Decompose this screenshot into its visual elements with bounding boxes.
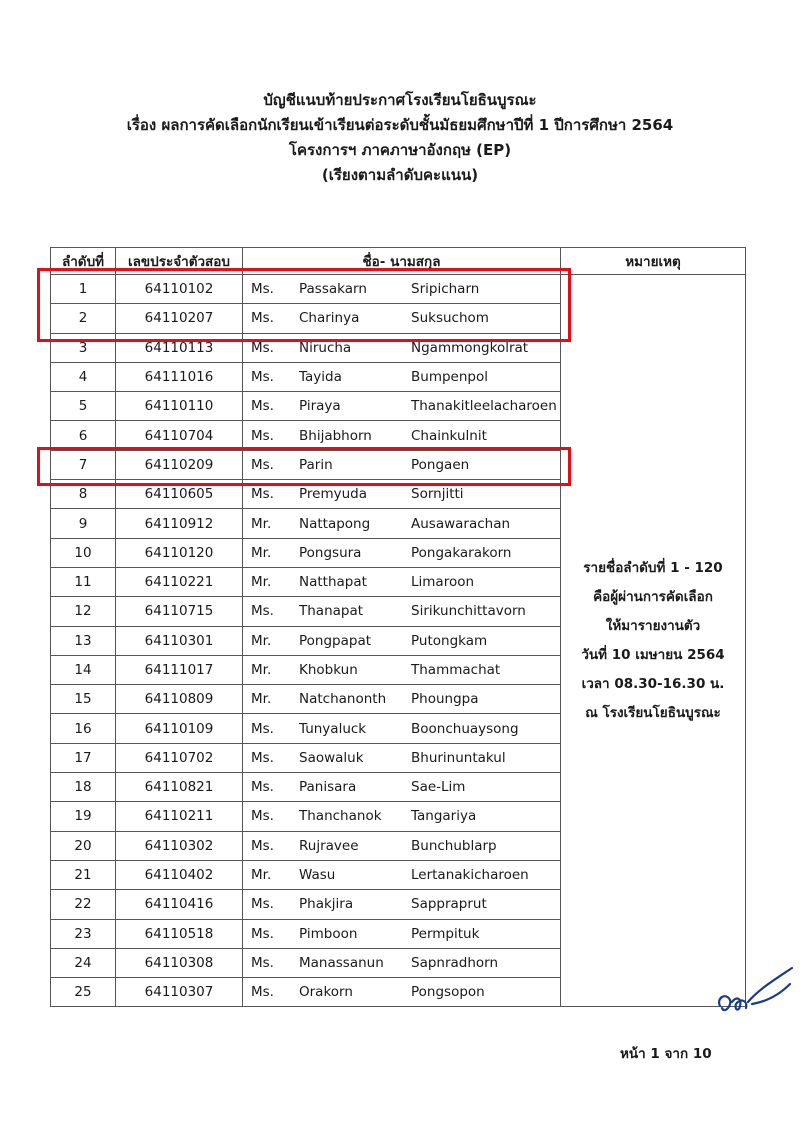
- name-title: Mr.: [251, 867, 272, 884]
- first-name: Tunyaluck: [299, 720, 367, 737]
- order-cell: 20: [51, 831, 116, 860]
- name-title: Mr.: [251, 574, 272, 591]
- name-title: Mr.: [251, 632, 272, 649]
- last-name: Bhurinuntakul: [411, 749, 506, 766]
- name-title: Ms.: [251, 427, 274, 444]
- name-cell: [243, 626, 561, 655]
- first-name: Phakjira: [299, 896, 354, 913]
- exam-id-cell: 64110912: [116, 509, 243, 538]
- name-title: Ms.: [251, 720, 274, 737]
- order-cell: 10: [51, 538, 116, 567]
- document-header: [0, 88, 800, 188]
- remark-line: รายชื่อลำดับที่ 1 - 120: [583, 559, 723, 576]
- remark-line: ณ โรงเรียนโยธินบูรณะ: [585, 704, 721, 721]
- name-title: Ms.: [251, 925, 274, 942]
- remark-line: เวลา 08.30-16.30 น.: [581, 675, 725, 692]
- page-number: หน้า 1 จาก 10: [620, 1046, 712, 1062]
- name-title: Ms.: [251, 486, 274, 503]
- name-title: Ms.: [251, 369, 274, 386]
- first-name: Natthapat: [299, 574, 367, 591]
- last-name: Lertanakicharoen: [411, 867, 529, 884]
- first-name: Pongpapat: [299, 632, 372, 649]
- last-name: Thanakitleelacharoen: [411, 398, 557, 415]
- order-cell: 7: [51, 450, 116, 479]
- first-name: Bhijabhorn: [299, 427, 372, 444]
- exam-id-cell: 64110704: [116, 421, 243, 450]
- name-cell: [243, 831, 561, 860]
- first-name: Tayida: [299, 369, 342, 386]
- header-line-4: (เรียงตามลำดับคะแนน): [321, 166, 479, 184]
- exam-id-cell: 64110209: [116, 450, 243, 479]
- exam-id-cell: 64110102: [116, 275, 243, 304]
- last-name: Putongkam: [411, 632, 488, 649]
- order-cell: 14: [51, 655, 116, 684]
- name-cell: [243, 948, 561, 977]
- last-name: Ngammongkolrat: [411, 339, 529, 356]
- order-cell: 19: [51, 802, 116, 831]
- order-cell: 16: [51, 714, 116, 743]
- name-cell: [243, 802, 561, 831]
- last-name: Sae-Lim: [411, 779, 466, 796]
- exam-id-cell: 64110120: [116, 538, 243, 567]
- order-cell: 11: [51, 567, 116, 596]
- exam-id-cell: 64110715: [116, 597, 243, 626]
- name-title: Ms.: [251, 456, 274, 473]
- last-name: Sirikunchittavorn: [411, 603, 526, 620]
- order-cell: 22: [51, 890, 116, 919]
- order-cell: 23: [51, 919, 116, 948]
- order-cell: 2: [51, 304, 116, 333]
- header-line-2: เรื่อง ผลการคัดเลือกนักเรียนเข้าเรียนต่อระดับชั้นมัธยมศึกษาปีที่ 1 ปีการศึกษา 2564: [126, 116, 674, 134]
- exam-id-cell: 64111017: [116, 655, 243, 684]
- order-cell: 4: [51, 362, 116, 391]
- name-title: Ms.: [251, 749, 274, 766]
- name-title: Ms.: [251, 954, 274, 971]
- first-name: Khobkun: [299, 662, 358, 678]
- name-cell: [243, 743, 561, 772]
- results-table: [50, 247, 746, 1007]
- last-name: Pongaen: [411, 456, 470, 473]
- last-name: Ausawarachan: [411, 515, 511, 532]
- name-cell: [243, 714, 561, 743]
- order-cell: 17: [51, 743, 116, 772]
- last-name: Phoungpa: [411, 691, 479, 708]
- last-name: Tangariya: [411, 808, 477, 825]
- last-name: Sripicharn: [411, 281, 480, 298]
- name-cell: [243, 597, 561, 626]
- exam-id-cell: 64110109: [116, 714, 243, 743]
- remark-line: ให้มารายงานตัว: [605, 617, 701, 634]
- header-line-3: โครงการฯ ภาคภาษาอังกฤษ (EP): [288, 141, 512, 159]
- exam-id-cell: 64110211: [116, 802, 243, 831]
- exam-id-cell: 64110221: [116, 567, 243, 596]
- order-cell: 8: [51, 480, 116, 509]
- name-title: Mr.: [251, 515, 272, 532]
- last-name: Suksuchom: [411, 310, 489, 327]
- exam-id-cell: 64111016: [116, 362, 243, 391]
- first-name: Orakorn: [299, 984, 353, 1001]
- last-name: Sapnradhorn: [411, 954, 499, 971]
- last-name: Permpituk: [411, 925, 480, 942]
- last-name: Thammachat: [411, 662, 501, 678]
- remark-text: [561, 554, 745, 728]
- name-title: Ms.: [251, 779, 274, 796]
- last-name: Sornjitti: [411, 486, 464, 503]
- highlight-box-rows-1-2: [37, 268, 571, 342]
- order-cell: 18: [51, 773, 116, 802]
- first-name: Manassanun: [299, 954, 384, 971]
- highlight-box-row-7: [37, 447, 571, 486]
- last-name: Limaroon: [411, 574, 475, 591]
- order-cell: 5: [51, 392, 116, 421]
- order-cell: 12: [51, 597, 116, 626]
- last-name: Pongakarakorn: [411, 544, 512, 561]
- header-line-1: บัญชีแนบท้ายประกาศโรงเรียนโยธินบูรณะ: [263, 91, 537, 109]
- name-title: Mr.: [251, 544, 272, 561]
- first-name: Natchanonth: [299, 691, 387, 708]
- exam-id-cell: 64110402: [116, 860, 243, 889]
- first-name: Passakarn: [299, 281, 367, 298]
- order-cell: 25: [51, 978, 116, 1007]
- order-cell: 1: [51, 275, 116, 304]
- first-name: Pimboon: [299, 925, 358, 942]
- last-name: Bumpenpol: [411, 369, 488, 386]
- exam-id-cell: 64110110: [116, 392, 243, 421]
- col-header-name: ชื่อ- นามสกุล: [243, 248, 561, 275]
- name-title: Ms.: [251, 603, 274, 620]
- name-cell: [243, 538, 561, 567]
- table-body: [51, 275, 746, 1007]
- order-cell: 24: [51, 948, 116, 977]
- name-title: Mr.: [251, 691, 272, 708]
- first-name: Nirucha: [299, 339, 352, 356]
- remark-line: คือผู้ผ่านการคัดเลือก: [593, 588, 713, 605]
- first-name: Thanchanok: [299, 808, 382, 825]
- exam-id-cell: 64110416: [116, 890, 243, 919]
- first-name: Thanapat: [299, 603, 364, 620]
- col-header-order: ลำดับที่: [51, 248, 116, 275]
- name-cell: [243, 685, 561, 714]
- first-name: Premyuda: [299, 486, 368, 503]
- col-header-exam-id: เลขประจำตัวสอบ: [116, 248, 243, 275]
- last-name: Bunchublarp: [411, 837, 497, 854]
- exam-id-cell: 64110702: [116, 743, 243, 772]
- name-cell: [243, 392, 561, 421]
- first-name: Parin: [299, 456, 333, 473]
- exam-id-cell: 64110113: [116, 333, 243, 362]
- name-cell: [243, 655, 561, 684]
- name-cell: [243, 919, 561, 948]
- name-title: Ms.: [251, 808, 274, 825]
- signature: [712, 962, 796, 1028]
- order-cell: 13: [51, 626, 116, 655]
- name-title: Ms.: [251, 896, 274, 913]
- remark-cell: [561, 275, 746, 1007]
- name-title: Ms.: [251, 310, 274, 327]
- first-name: Wasu: [299, 867, 336, 884]
- exam-id-cell: 64110518: [116, 919, 243, 948]
- name-title: Ms.: [251, 398, 274, 415]
- first-name: Panisara: [299, 779, 357, 796]
- name-cell: [243, 362, 561, 391]
- first-name: Saowaluk: [299, 749, 364, 766]
- order-cell: 21: [51, 860, 116, 889]
- exam-id-cell: 64110308: [116, 948, 243, 977]
- exam-id-cell: 64110302: [116, 831, 243, 860]
- order-cell: 9: [51, 509, 116, 538]
- first-name: Nattapong: [299, 515, 371, 532]
- name-cell: [243, 978, 561, 1007]
- exam-id-cell: 64110301: [116, 626, 243, 655]
- name-title: Mr.: [251, 662, 272, 678]
- last-name: Pongsopon: [411, 984, 485, 1001]
- exam-id-cell: 64110605: [116, 480, 243, 509]
- order-cell: 3: [51, 333, 116, 362]
- name-title: Ms.: [251, 281, 274, 298]
- remark-line: วันที่ 10 เมษายน 2564: [581, 646, 725, 663]
- exam-id-cell: 64110307: [116, 978, 243, 1007]
- last-name: Chainkulnit: [411, 427, 487, 444]
- first-name: Piraya: [299, 398, 341, 415]
- name-title: Ms.: [251, 339, 274, 356]
- col-header-remark: หมายเหตุ: [561, 248, 746, 275]
- exam-id-cell: 64110821: [116, 773, 243, 802]
- order-cell: 6: [51, 421, 116, 450]
- last-name: Sappraprut: [411, 896, 487, 913]
- name-cell: [243, 509, 561, 538]
- name-cell: [243, 773, 561, 802]
- exam-id-cell: 64110809: [116, 685, 243, 714]
- first-name: Pongsura: [299, 544, 362, 561]
- name-title: Ms.: [251, 984, 274, 1001]
- name-cell: [243, 890, 561, 919]
- name-cell: [243, 567, 561, 596]
- name-cell: [243, 421, 561, 450]
- first-name: Charinya: [299, 310, 360, 327]
- name-title: Ms.: [251, 837, 274, 854]
- exam-id-cell: 64110207: [116, 304, 243, 333]
- last-name: Boonchuaysong: [411, 720, 519, 737]
- name-cell: [243, 860, 561, 889]
- first-name: Rujravee: [299, 837, 359, 854]
- order-cell: 15: [51, 685, 116, 714]
